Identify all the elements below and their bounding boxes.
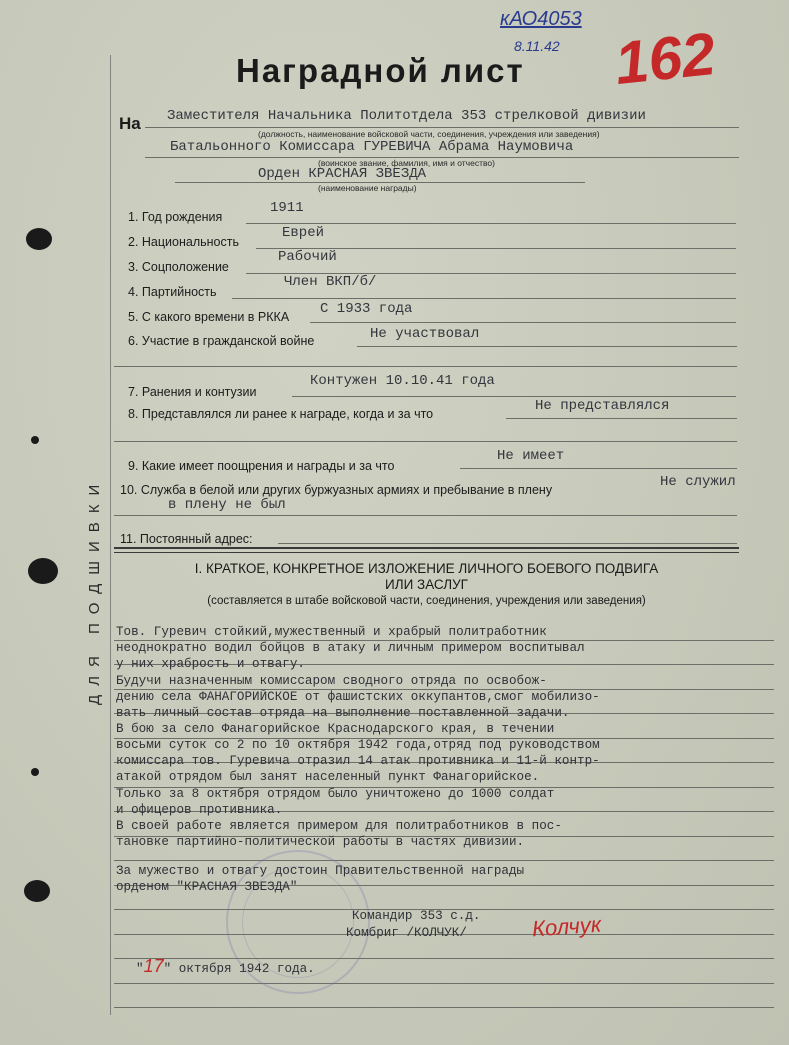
handwritten-signature: Колчук bbox=[531, 911, 602, 942]
narrative-line: Только за 8 октября отрядом было уничтожено до 1000 солдат bbox=[116, 787, 555, 801]
field-value-commendations: Не имеет bbox=[497, 448, 565, 464]
field-label-social-status: 3. Соцположение bbox=[128, 260, 229, 274]
field-label-birth-year: 1. Год рождения bbox=[128, 210, 223, 224]
rule bbox=[114, 515, 737, 516]
field-value-nationality: Еврей bbox=[282, 225, 325, 241]
field-value-party: Член ВКП/б/ bbox=[284, 274, 377, 290]
date-rest: " октября 1942 года. bbox=[163, 962, 315, 976]
date-line bbox=[136, 956, 315, 977]
red-handwritten-number: 162 bbox=[611, 19, 719, 98]
field-label-party: 4. Партийность bbox=[128, 285, 217, 299]
narrative-line: и офицеров противника. bbox=[116, 803, 283, 817]
field-label-rkka-since: 5. С какого времени в РККА bbox=[128, 310, 290, 324]
narrative-line: вать личный состав отряда на выполнение поставленной задачи. bbox=[116, 706, 570, 720]
rule bbox=[310, 322, 736, 323]
field-value-rkka-since: С 1933 года bbox=[320, 301, 413, 317]
narrative-line: В бою за село Фанагорийское Краснодарского края, в течении bbox=[116, 722, 555, 736]
section-divider bbox=[114, 552, 739, 553]
rule bbox=[232, 298, 736, 299]
binding-margin-line bbox=[110, 55, 111, 1015]
field-label-white-army: 10. Служба в белой или других буржуазных армиях и пребывание в плену bbox=[120, 483, 553, 497]
narrative-line: неоднократно водил бойцов в атаку и личным примером воспитывал bbox=[116, 641, 585, 655]
field-label-nationality: 2. Национальность bbox=[128, 235, 239, 249]
rule bbox=[292, 396, 736, 397]
narrative-line: Будучи назначенным комиссаром сводного отряда по освобож- bbox=[116, 674, 547, 688]
punch-hole bbox=[28, 558, 58, 584]
recipient-position-caption: (должность, наименование войсковой части, соединения, учреждения или заведения) bbox=[258, 129, 600, 139]
field-value-birth-year: 1911 bbox=[270, 200, 304, 216]
field-label-commendations: 9. Какие имеет поощрения и награды и за что bbox=[128, 459, 395, 473]
rule bbox=[460, 468, 737, 469]
narrative-line: комиссара тов. Гуревича отразил 14 атак противника и 11-й контр- bbox=[116, 754, 600, 768]
rule bbox=[246, 223, 736, 224]
section-subheading: (составляется в штабе войсковой части, соединения, учреждения или заведения) bbox=[207, 595, 646, 607]
binding-label: ДЛЯ ПОДШИВКИ bbox=[86, 475, 103, 705]
narrative-line: у них храбрость и отвагу. bbox=[116, 657, 305, 671]
narrative-line: Тов. Гуревич стойкий,мужественный и храбрый политработник bbox=[116, 625, 547, 639]
field-value-previous-awards: Не представлялся bbox=[535, 398, 670, 414]
rule bbox=[357, 346, 737, 347]
field-value-civil-war: Не участвовал bbox=[370, 326, 480, 342]
rule bbox=[114, 860, 774, 861]
field-label-wounds: 7. Ранения и контузии bbox=[128, 385, 257, 399]
date-open-quote: " bbox=[136, 962, 144, 976]
narrative-line: В своей работе является примером для политработников в пос- bbox=[116, 819, 562, 833]
registration-number: кАО4053 bbox=[500, 8, 582, 30]
registration-date: 8.11.42 bbox=[514, 38, 560, 54]
rule bbox=[145, 127, 739, 128]
punch-hole bbox=[24, 880, 50, 902]
rule bbox=[114, 366, 737, 367]
date-day-handwritten: 17 bbox=[143, 956, 164, 976]
field-value-wounds: Контужен 10.10.41 года bbox=[310, 373, 495, 389]
recipient-name-caption: (воинское звание, фамилия, имя и отчество) bbox=[318, 158, 495, 168]
recipient-name: Батальонного Комиссара ГУРЕВИЧА Абрама Наумовича bbox=[170, 139, 574, 155]
section-divider bbox=[114, 547, 739, 549]
field-value-captivity: в плену не был bbox=[168, 497, 286, 513]
punch-hole bbox=[31, 768, 39, 776]
signature-commander-name: Комбриг /КОЛЧУК/ bbox=[346, 926, 467, 940]
recipient-position: Заместителя Начальника Политотдела 353 стрелковой дивизии bbox=[167, 108, 646, 124]
award-name-caption: (наименование награды) bbox=[318, 183, 417, 193]
narrative-line: тановке партийно-политической работы в частях дивизии. bbox=[116, 835, 525, 849]
narrative-line: орденом "КРАСНАЯ ЗВЕЗДА" bbox=[116, 880, 298, 894]
field-label-address: 11. Постоянный адрес: bbox=[120, 532, 253, 546]
narrative-line: атакой отрядом был занят населенный пункт Фанагорийское. bbox=[116, 770, 540, 784]
na-label: На bbox=[119, 114, 141, 133]
rule bbox=[114, 1007, 774, 1008]
rule bbox=[278, 543, 737, 544]
punch-hole bbox=[31, 436, 39, 444]
narrative-line: восьми суток со 2 по 10 октября 1942 года,отряд под руководством bbox=[116, 738, 600, 752]
rule bbox=[114, 983, 774, 984]
field-label-civil-war: 6. Участие в гражданской войне bbox=[128, 334, 315, 348]
section-heading-continued: ИЛИ ЗАСЛУГ bbox=[385, 577, 468, 592]
field-value-social-status: Рабочий bbox=[278, 249, 337, 265]
field-value-white-army: Не служил bbox=[660, 474, 736, 490]
rule bbox=[506, 418, 737, 419]
narrative-line: дению села ФАНАГОРИЙСКОЕ от фашистских оккупантов,смог мобилизо- bbox=[116, 690, 600, 704]
signature-commander-title: Командир 353 с.д. bbox=[352, 909, 481, 923]
document-title: Наградной лист bbox=[236, 52, 525, 89]
award-name: Орден КРАСНАЯ ЗВЕЗДА bbox=[258, 166, 427, 182]
rule bbox=[114, 441, 737, 442]
section-heading: I. КРАТКОЕ, КОНКРЕТНОЕ ИЗЛОЖЕНИЕ ЛИЧНОГО БОЕВОГО ПОДВИГА bbox=[194, 561, 659, 576]
punch-hole bbox=[26, 228, 52, 250]
narrative-line: За мужество и отвагу достоин Правительственной награды bbox=[116, 864, 525, 878]
field-label-previous-awards: 8. Представлялся ли ранее к награде, когда и за что bbox=[128, 407, 434, 421]
